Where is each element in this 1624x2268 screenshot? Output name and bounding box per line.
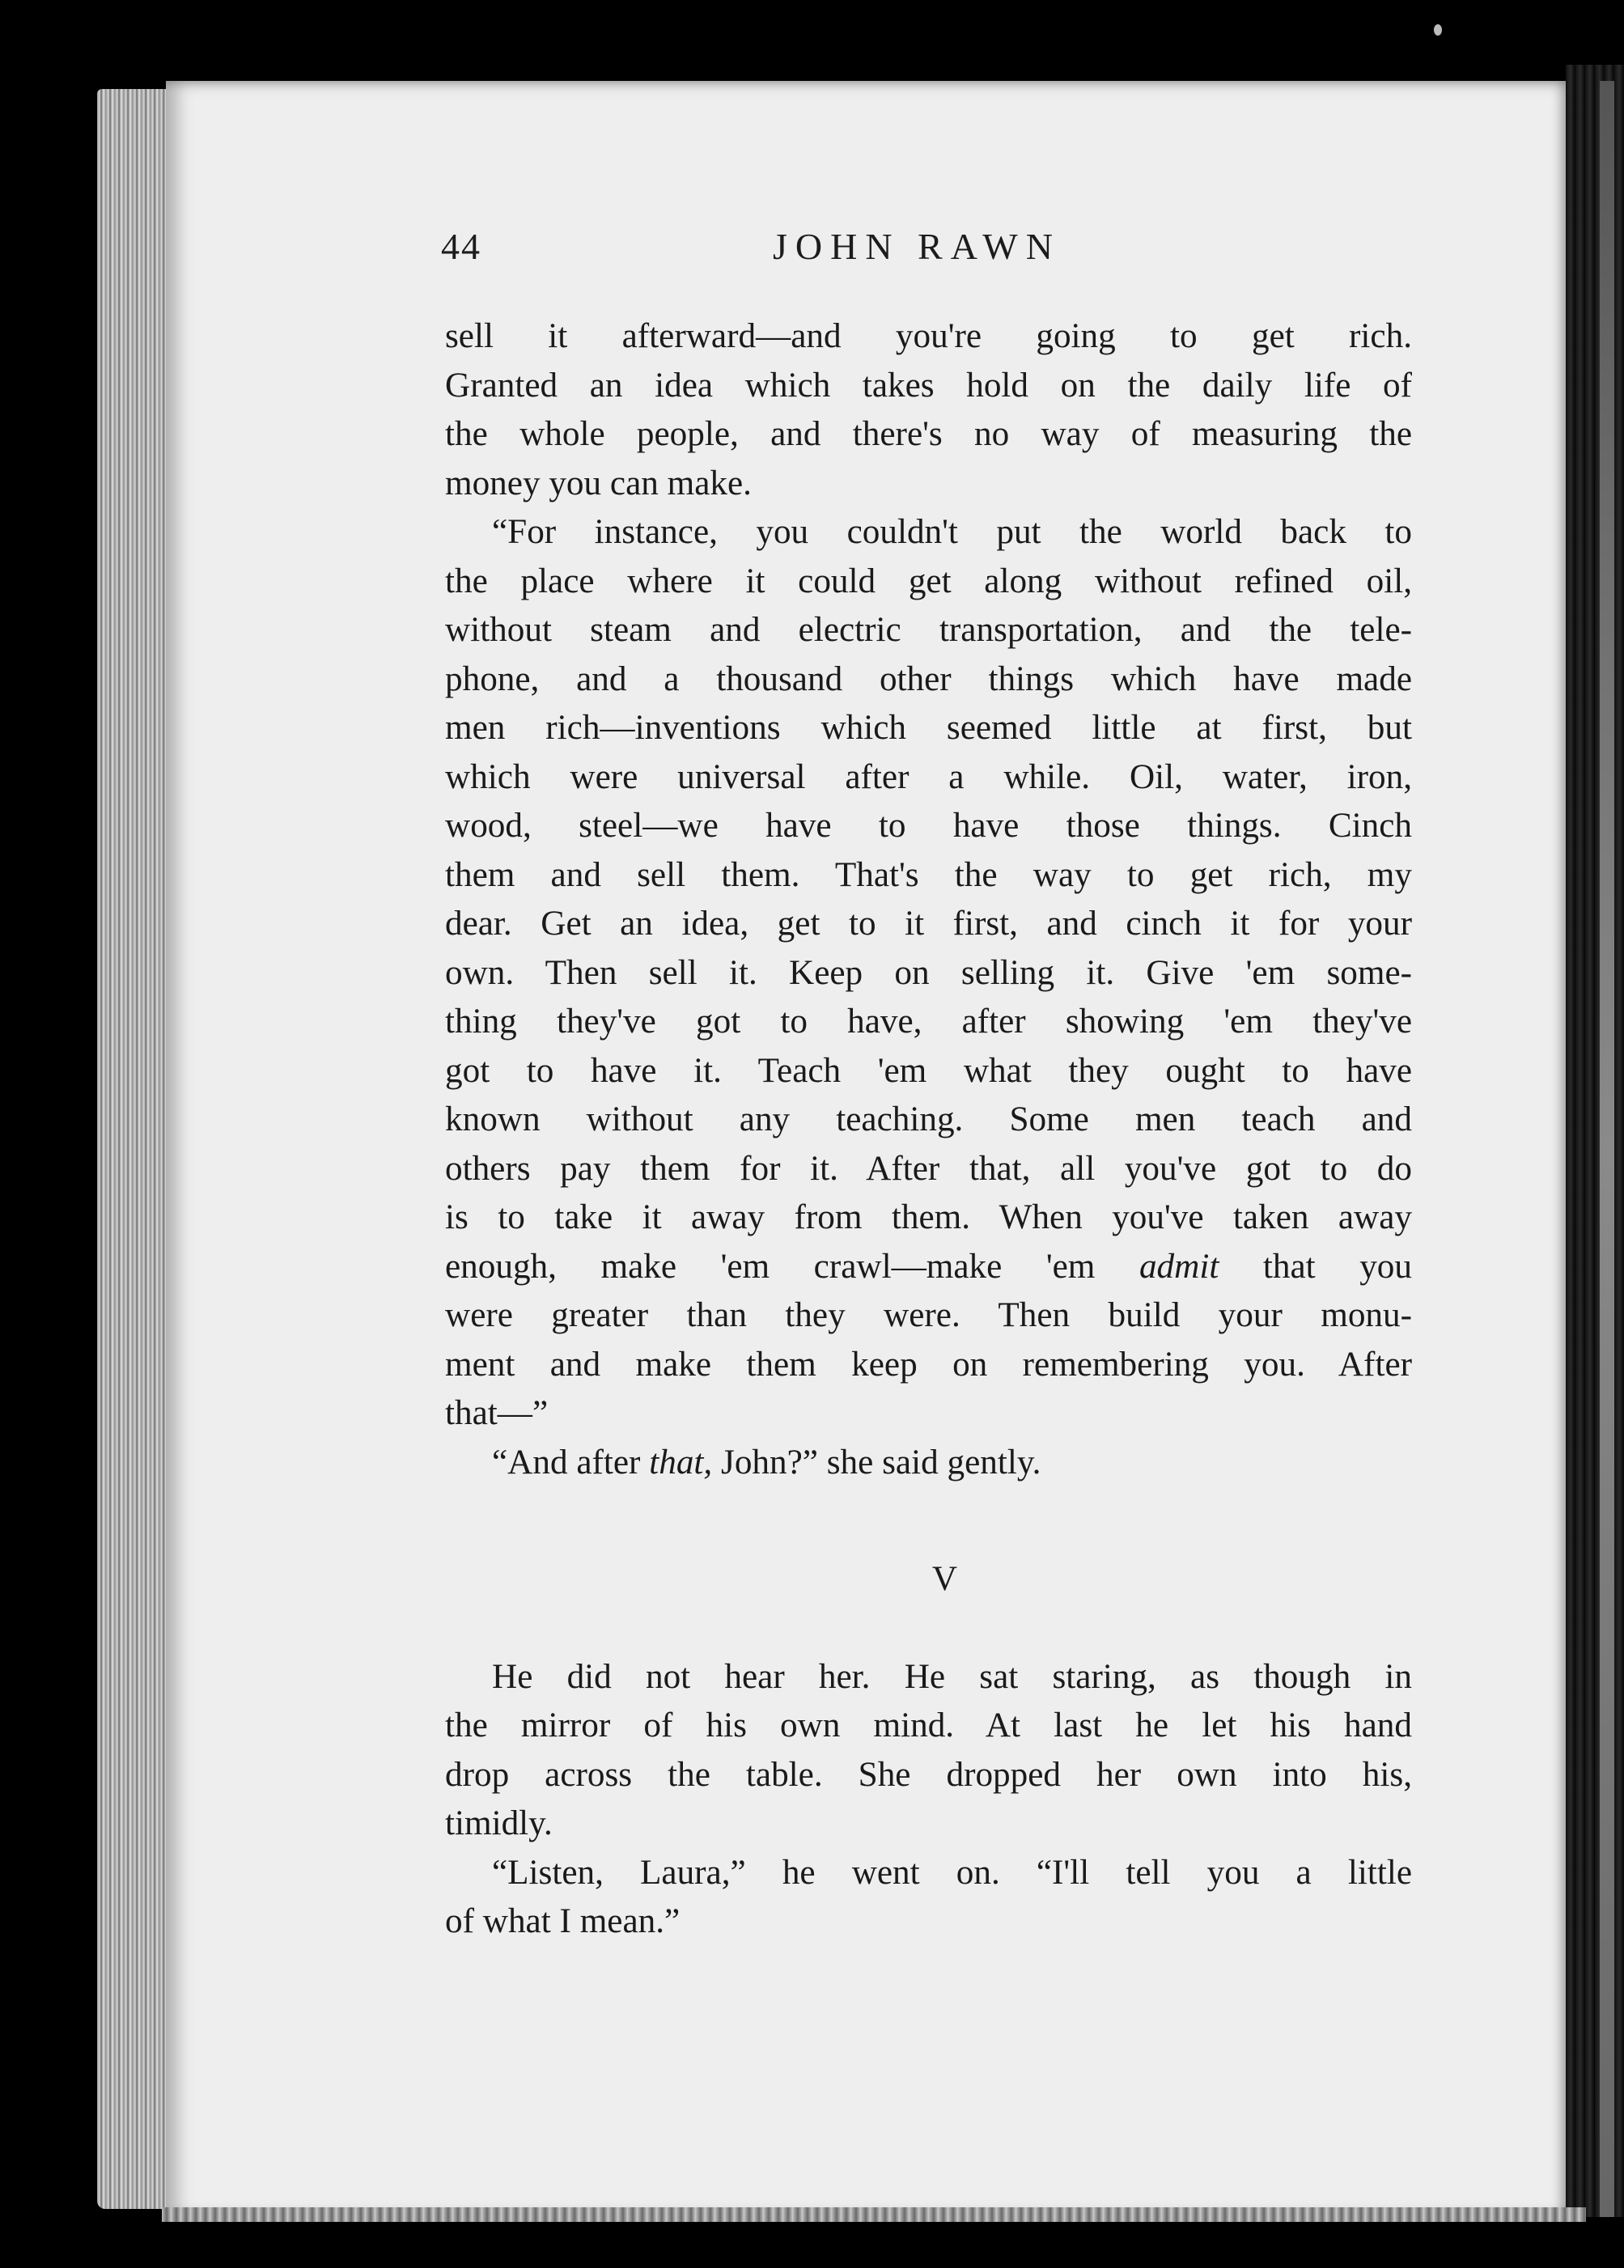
dust-speck xyxy=(1434,24,1442,36)
text-line: Granted an idea which takes hold on the daily life of xyxy=(445,366,1412,405)
text-line: phone, and a thousand other things which have made xyxy=(445,659,1412,698)
text-line: “Listen, Laura,” he went on. “I'll tell you a little xyxy=(492,1853,1412,1892)
text-line: which were universal after a while. Oil, water, iron, xyxy=(445,757,1412,796)
body-text xyxy=(445,312,1412,1947)
text-line: timidly. xyxy=(445,1804,553,1842)
binding-strip xyxy=(1600,81,1614,2217)
italic-word: admit xyxy=(1138,1247,1219,1286)
text-line: got to have it. Teach 'em what they ought to have xyxy=(445,1051,1412,1090)
text-segment: enough, make 'em crawl—make 'em xyxy=(445,1247,1139,1286)
text-line: others pay them for it. After that, all you've got to do xyxy=(445,1149,1412,1188)
text-segment: that you xyxy=(1219,1247,1412,1286)
text-line xyxy=(445,1243,1412,1292)
text-line: ment and make them keep on remembering you. After xyxy=(445,1345,1412,1384)
text-line: the mirror of his own mind. At last he let his hand xyxy=(445,1706,1412,1744)
text-line: without steam and electric transportation, and the tele- xyxy=(445,611,1412,649)
italic-word: that, xyxy=(649,1443,713,1482)
text-line: “For instance, you couldn't put the world back to xyxy=(492,513,1412,551)
text-segment: “And after xyxy=(492,1443,650,1482)
running-header xyxy=(441,225,1412,273)
text-line: them and sell them. That's the way to get rich, my xyxy=(445,855,1412,894)
section-numeral: V xyxy=(931,1560,958,1598)
text-line: of what I mean.” xyxy=(445,1902,681,1940)
text-line: that—” xyxy=(445,1394,549,1432)
text-line: drop across the table. She dropped her own into his, xyxy=(445,1755,1412,1794)
text-line: men rich—inventions which seemed little at first, but xyxy=(445,709,1412,747)
text-line: were greater than they were. Then build your monu- xyxy=(445,1296,1412,1334)
text-line: He did not hear her. He sat staring, as though in xyxy=(492,1657,1412,1696)
text-line: known without any teaching. Some men teach and xyxy=(445,1100,1412,1138)
text-segment: John?” she said gently. xyxy=(712,1443,1041,1482)
text-line: the whole people, and there's no way of measuring the xyxy=(445,415,1412,453)
page-edges-right xyxy=(1566,65,1624,2217)
text-line: thing they've got to have, after showing 'em they've xyxy=(445,1003,1412,1041)
text-line: dear. Get an idea, get to it first, and cinch it for your xyxy=(445,905,1412,943)
running-title: JOHN RAWN xyxy=(773,226,1061,267)
text-line: is to take it away from them. When you've taken away xyxy=(445,1198,1412,1236)
text-line xyxy=(445,1439,1412,1488)
text-line: the place where it could get along without refined oil, xyxy=(445,562,1412,600)
text-line: own. Then sell it. Keep on selling it. Give 'em some- xyxy=(445,953,1412,992)
page-edges-bottom xyxy=(162,2207,1586,2222)
text-line: money you can make. xyxy=(445,464,752,502)
text-line: wood, steel—we have to have those things. Cinch xyxy=(445,807,1412,845)
text-line: sell it afterward—and you're going to get rich. xyxy=(445,317,1412,355)
page-number: 44 xyxy=(441,226,481,267)
